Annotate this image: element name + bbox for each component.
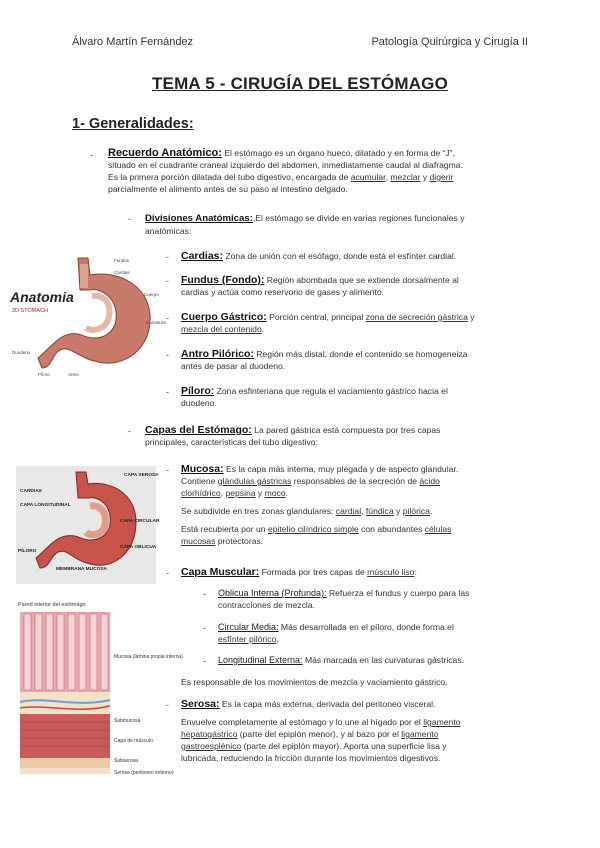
text: Contiene xyxy=(181,476,218,486)
divisiones-paragraph xyxy=(145,212,535,237)
text: Más desarrollada en el píloro, donde forma el xyxy=(278,622,454,632)
text: Formada por tres capas de xyxy=(259,567,368,577)
fig3-label: Serosa (peritoneo externo) xyxy=(114,770,174,776)
text: y xyxy=(420,172,430,182)
oblicua-item xyxy=(218,587,528,611)
text: anatómicas: xyxy=(145,226,192,236)
text: Región más distal, donde el contenido se homogeneiza xyxy=(253,349,468,359)
logo-subtext: 2D STOMACH xyxy=(12,308,48,314)
serosa-item xyxy=(181,698,526,764)
mucosa-label: Mucosa: xyxy=(181,463,224,475)
text: Más marcada en las curvaturas gástricas. xyxy=(302,655,464,665)
text: y xyxy=(467,312,475,322)
fig1-label: Antro xyxy=(68,372,79,377)
text: gastroesplénico xyxy=(181,741,242,751)
text: duodeno. xyxy=(181,398,217,408)
text: hepatogástrico xyxy=(181,729,238,739)
serosa-label: Serosa: xyxy=(181,698,220,710)
text: cardias y actúa como reservorio de gases y alimento. xyxy=(181,287,385,297)
longitudinal-label: Longitudinal Externa: xyxy=(218,655,303,665)
text: esfínter pilórico xyxy=(218,634,277,644)
bullet-dash: - xyxy=(166,465,169,475)
text: y xyxy=(393,506,403,516)
fig3-title: Pared interior del estómago xyxy=(18,602,86,608)
capas-label: Capas del Estómago: xyxy=(145,424,252,436)
text: mezclar xyxy=(390,172,421,182)
text: : xyxy=(414,567,417,577)
text: situado en el cuadrante craneal izquierdo del abdomen, inmediatamente caudal al diafragma. xyxy=(108,160,463,170)
section-heading: 1- Generalidades: xyxy=(72,116,194,132)
text: células xyxy=(424,524,452,534)
text: pepsina xyxy=(225,488,256,498)
muscular-label: Capa Muscular: xyxy=(181,566,260,578)
oblicua-label: Oblicua Interna (Profunda): xyxy=(218,588,327,598)
text: Zona de unión con el esófago, donde está el esfínter cardial. xyxy=(223,251,457,261)
bullet-dash: - xyxy=(166,276,169,286)
stomach-anatomy-figure xyxy=(8,250,168,390)
text: mezcla del contenido xyxy=(181,324,262,334)
muscular-item xyxy=(181,566,521,578)
fig3-label: Submucosa xyxy=(114,718,141,724)
text: protectoras. xyxy=(215,536,264,546)
cuerpo-label: Cuerpo Gástrico: xyxy=(181,311,267,323)
fig2-label: PÍLORO xyxy=(18,549,37,554)
fig1-label: Fundus xyxy=(114,258,130,263)
fig1-label: Duodeno xyxy=(12,350,31,355)
text: . xyxy=(261,324,265,334)
fig1-label: Curvatura xyxy=(146,320,166,325)
antro-label: Antro Pilórico: xyxy=(181,348,254,360)
cardias-item xyxy=(181,250,521,262)
text: Es la primera porción dilatada del tubo digestivo, encargada de xyxy=(108,172,351,182)
page-title: TEMA 5 - CIRUGÍA DEL ESTÓMAGO xyxy=(151,74,449,93)
text: La pared gástrica está compuesta por tres capas xyxy=(251,425,441,435)
fig2-label: CAPA LONGITUDINAL xyxy=(20,503,71,508)
fundus-label: Fundus (Fondo): xyxy=(181,274,265,286)
text: responsables de la secreción de xyxy=(291,476,420,486)
fig1-label: Cuerpo xyxy=(144,292,159,297)
text: Zona esfinteriana que regula el vaciamiento gástrico hacia el xyxy=(214,386,448,396)
stomach-layers-figure xyxy=(16,466,160,584)
text: fúndica xyxy=(365,506,394,516)
text: . xyxy=(276,634,279,644)
piloro-item xyxy=(181,385,521,409)
recuerdo-paragraph xyxy=(108,147,538,195)
text: Envuelve completamente al estómago y lo une al hígado por el xyxy=(181,717,424,727)
text: cardial xyxy=(335,506,362,516)
fig3-label: Mucosa (lámina propia interna) xyxy=(114,654,183,660)
text: , xyxy=(385,172,391,182)
muscular-summary: Es responsable de los movimientos de mezcla y vaciamiento gástrico. xyxy=(181,677,448,687)
header-author: Álvaro Martín Fernández xyxy=(72,36,194,48)
text: . xyxy=(429,506,433,516)
mucosa-item xyxy=(181,463,521,547)
bullet-dash: - xyxy=(90,150,93,160)
circular-label: Circular Media: xyxy=(218,622,279,632)
cuerpo-item xyxy=(181,311,526,335)
recuerdo-label: Recuerdo Anatómico: xyxy=(108,147,222,159)
text: , xyxy=(361,506,366,516)
text: Se subdivide en tres zonas glandulares: xyxy=(181,506,336,516)
fundus-item xyxy=(181,274,521,298)
divisiones-label: Divisiones Anatómicas: xyxy=(145,213,253,224)
fig2-label: CARDIAS xyxy=(20,489,42,494)
text: (parte del epiplón mayor). Aporta una superficie lisa y xyxy=(241,741,447,751)
text: Es la capa más externa, derivada del peritoneo visceral. xyxy=(219,699,436,709)
bullet-dash: - xyxy=(166,350,169,360)
text: Región abombada que se extiende dorsalmente al xyxy=(264,275,459,285)
bullet-dash: - xyxy=(128,214,131,224)
bullet-dash: - xyxy=(166,252,169,262)
bullet-dash: - xyxy=(166,387,169,397)
bullet-dash: - xyxy=(128,426,131,436)
bullet-dash: - xyxy=(203,623,206,633)
text: Porción central, principal xyxy=(266,312,366,322)
text: . xyxy=(285,488,289,498)
text: pilórica xyxy=(402,506,430,516)
piloro-label: Píloro: xyxy=(181,385,215,397)
fig3-label: Capa de músculo xyxy=(114,738,153,744)
fig2-label: CAPA OBLICUA xyxy=(120,545,157,550)
text: mucosas xyxy=(181,536,216,546)
capas-paragraph xyxy=(145,424,525,448)
text: lubricada, reduciendo la fricción durante los movimientos digestivos. xyxy=(181,753,441,763)
fig1-label: Píloro xyxy=(38,372,50,377)
antro-item xyxy=(181,348,521,372)
logo-text: Anatomia xyxy=(10,289,74,305)
text: y xyxy=(255,488,265,498)
text: zona de secreción gástrica xyxy=(365,312,468,322)
text: glándulas gástricas xyxy=(217,476,292,486)
bullet-dash: - xyxy=(166,568,169,578)
text: Refuerza el fundus y cuerpo para las xyxy=(326,588,470,598)
text: El estómago se divide en varias regiones funcionales y xyxy=(252,213,465,223)
text: acumular xyxy=(350,172,386,182)
text: clorhídrico xyxy=(181,488,221,498)
text: con abundantes xyxy=(358,524,425,534)
stomach-wall-figure xyxy=(16,598,183,788)
cardias-label: Cardias: xyxy=(181,250,224,262)
text: antes de pasar al duodeno. xyxy=(181,361,286,371)
text: músculo liso xyxy=(367,567,415,577)
text: Es la capa más interna, muy plegada y de aspecto glandular. xyxy=(223,464,459,474)
bullet-dash: - xyxy=(166,700,169,710)
fig2-label: CAPA SEROSA xyxy=(124,473,159,478)
text: contracciones de mezcla. xyxy=(218,600,315,610)
text: epitelio cilíndrico simple xyxy=(267,524,359,534)
text: (parte del epiplón menor), y al bazo por el xyxy=(237,729,402,739)
text: ligamento xyxy=(423,717,461,727)
bullet-dash: - xyxy=(203,656,206,666)
text: digerir xyxy=(429,172,454,182)
text: parcialmente el alimento antes de su paso al intestino delgado. xyxy=(108,184,348,194)
fig2-label: MEMBRANA MUCOSA xyxy=(56,567,107,572)
text: El estómago es un órgano hueco, dilatado y en forma de “J”, xyxy=(221,148,456,158)
fig2-label: CAPA CIRCULAR xyxy=(120,519,160,524)
text: , xyxy=(220,488,226,498)
circular-item xyxy=(218,621,528,645)
fig1-label: Cardias xyxy=(114,270,130,275)
longitudinal-item xyxy=(218,654,528,666)
header-subject: Patología Quirúrgica y Cirugía II xyxy=(371,36,528,48)
text: ácido xyxy=(419,476,440,486)
fig3-label: Subserosa xyxy=(114,758,138,764)
text: ligamento xyxy=(401,729,439,739)
text: principales, características del tubo digestivo: xyxy=(145,437,318,447)
bullet-dash: - xyxy=(166,313,169,323)
text: Está recubierta por un xyxy=(181,524,268,534)
bullet-dash: - xyxy=(203,589,206,599)
text: moco xyxy=(264,488,286,498)
